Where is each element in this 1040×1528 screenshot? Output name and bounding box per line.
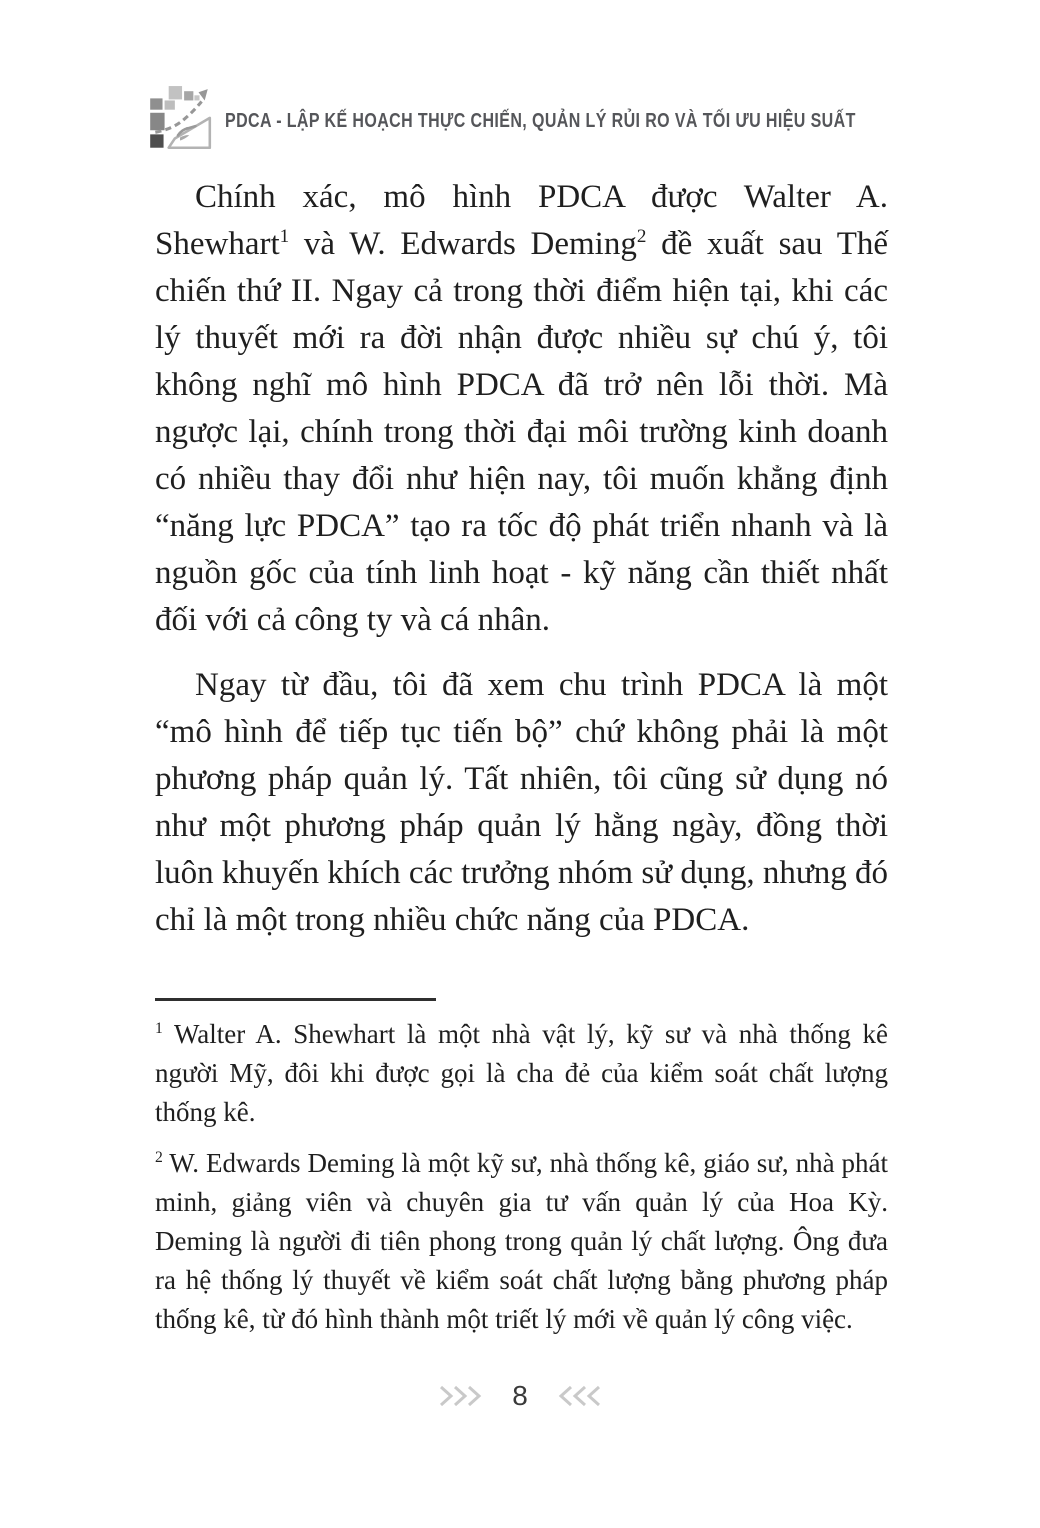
triple-chevron-right-icon: [438, 1384, 486, 1408]
page-footer: [0, 1380, 1040, 1412]
pdca-growth-chart-hand-icon: [143, 84, 217, 158]
page-header: [143, 84, 1013, 158]
page-number: 8: [512, 1380, 528, 1411]
triple-chevron-left-icon: [554, 1384, 602, 1408]
footnote-2: $^2$ W. Edwards Deming là một kỹ sư, nhà thống kê, giáo sư, nhà phát minh, giảng viên và chuyên gia tư vấn quản lý của Hoa Kỳ. Deming là người đi tiên phong trong quản lý chất lượng. Ông đưa ra hệ thống lý thuyết về kiểm soát chất lượng bằng phương pháp thống kê, từ đó hình thành một triết lý mới về quản lý công việc.: [155, 1148, 888, 1334]
footnote-separator: [155, 998, 436, 1001]
running-head-title: PDCA - LẬP KẾ HOẠCH THỰC CHIẾN, QUẢN LÝ RỦI RO VÀ TỐI ƯU HIỆU SUẤT: [225, 109, 856, 132]
page-body: [155, 174, 888, 962]
paragraph-1: Chính xác, mô hình PDCA được Walter A. Shewhart$^1$ và W. Edwards Deming$^2$ đề xuất sau Thế chiến thứ II. Ngay cả trong thời điểm hiện tại, khi các lý thuyết mới ra đời nhận được nhiều sự chú ý, tôi không nghĩ mô hình PDCA đã trở nên lỗi thời. Mà ngược lại, chính trong thời đại môi trường kinh doanh có nhiều thay đổi như hiện nay, tôi muốn khẳng định “năng lực PDCA” tạo ra tốc độ phát triển nhanh và là nguồn gốc của tính linh hoạt - kỹ năng cần thiết nhất đối với cả công ty và cá nhân.: [155, 179, 888, 638]
paragraph-2: Ngay từ đầu, tôi đã xem chu trình PDCA là một “mô hình để tiếp tục tiến bộ” chứ không phải là một phương pháp quản lý. Tất nhiên, tôi cũng sử dụng nó như một phương pháp quản lý hằng ngày, đồng thời luôn khuyến khích các trưởng nhóm sử dụng, nhưng đó chỉ là một trong nhiều chức năng của PDCA.: [155, 667, 888, 938]
footnotes-section: [155, 998, 888, 1351]
footnote-1: $^1$ Walter A. Shewhart là một nhà vật lý, kỹ sư và nhà thống kê người Mỹ, đôi khi được gọi là cha đẻ của kiểm soát chất lượng thống kê.: [155, 1019, 888, 1127]
